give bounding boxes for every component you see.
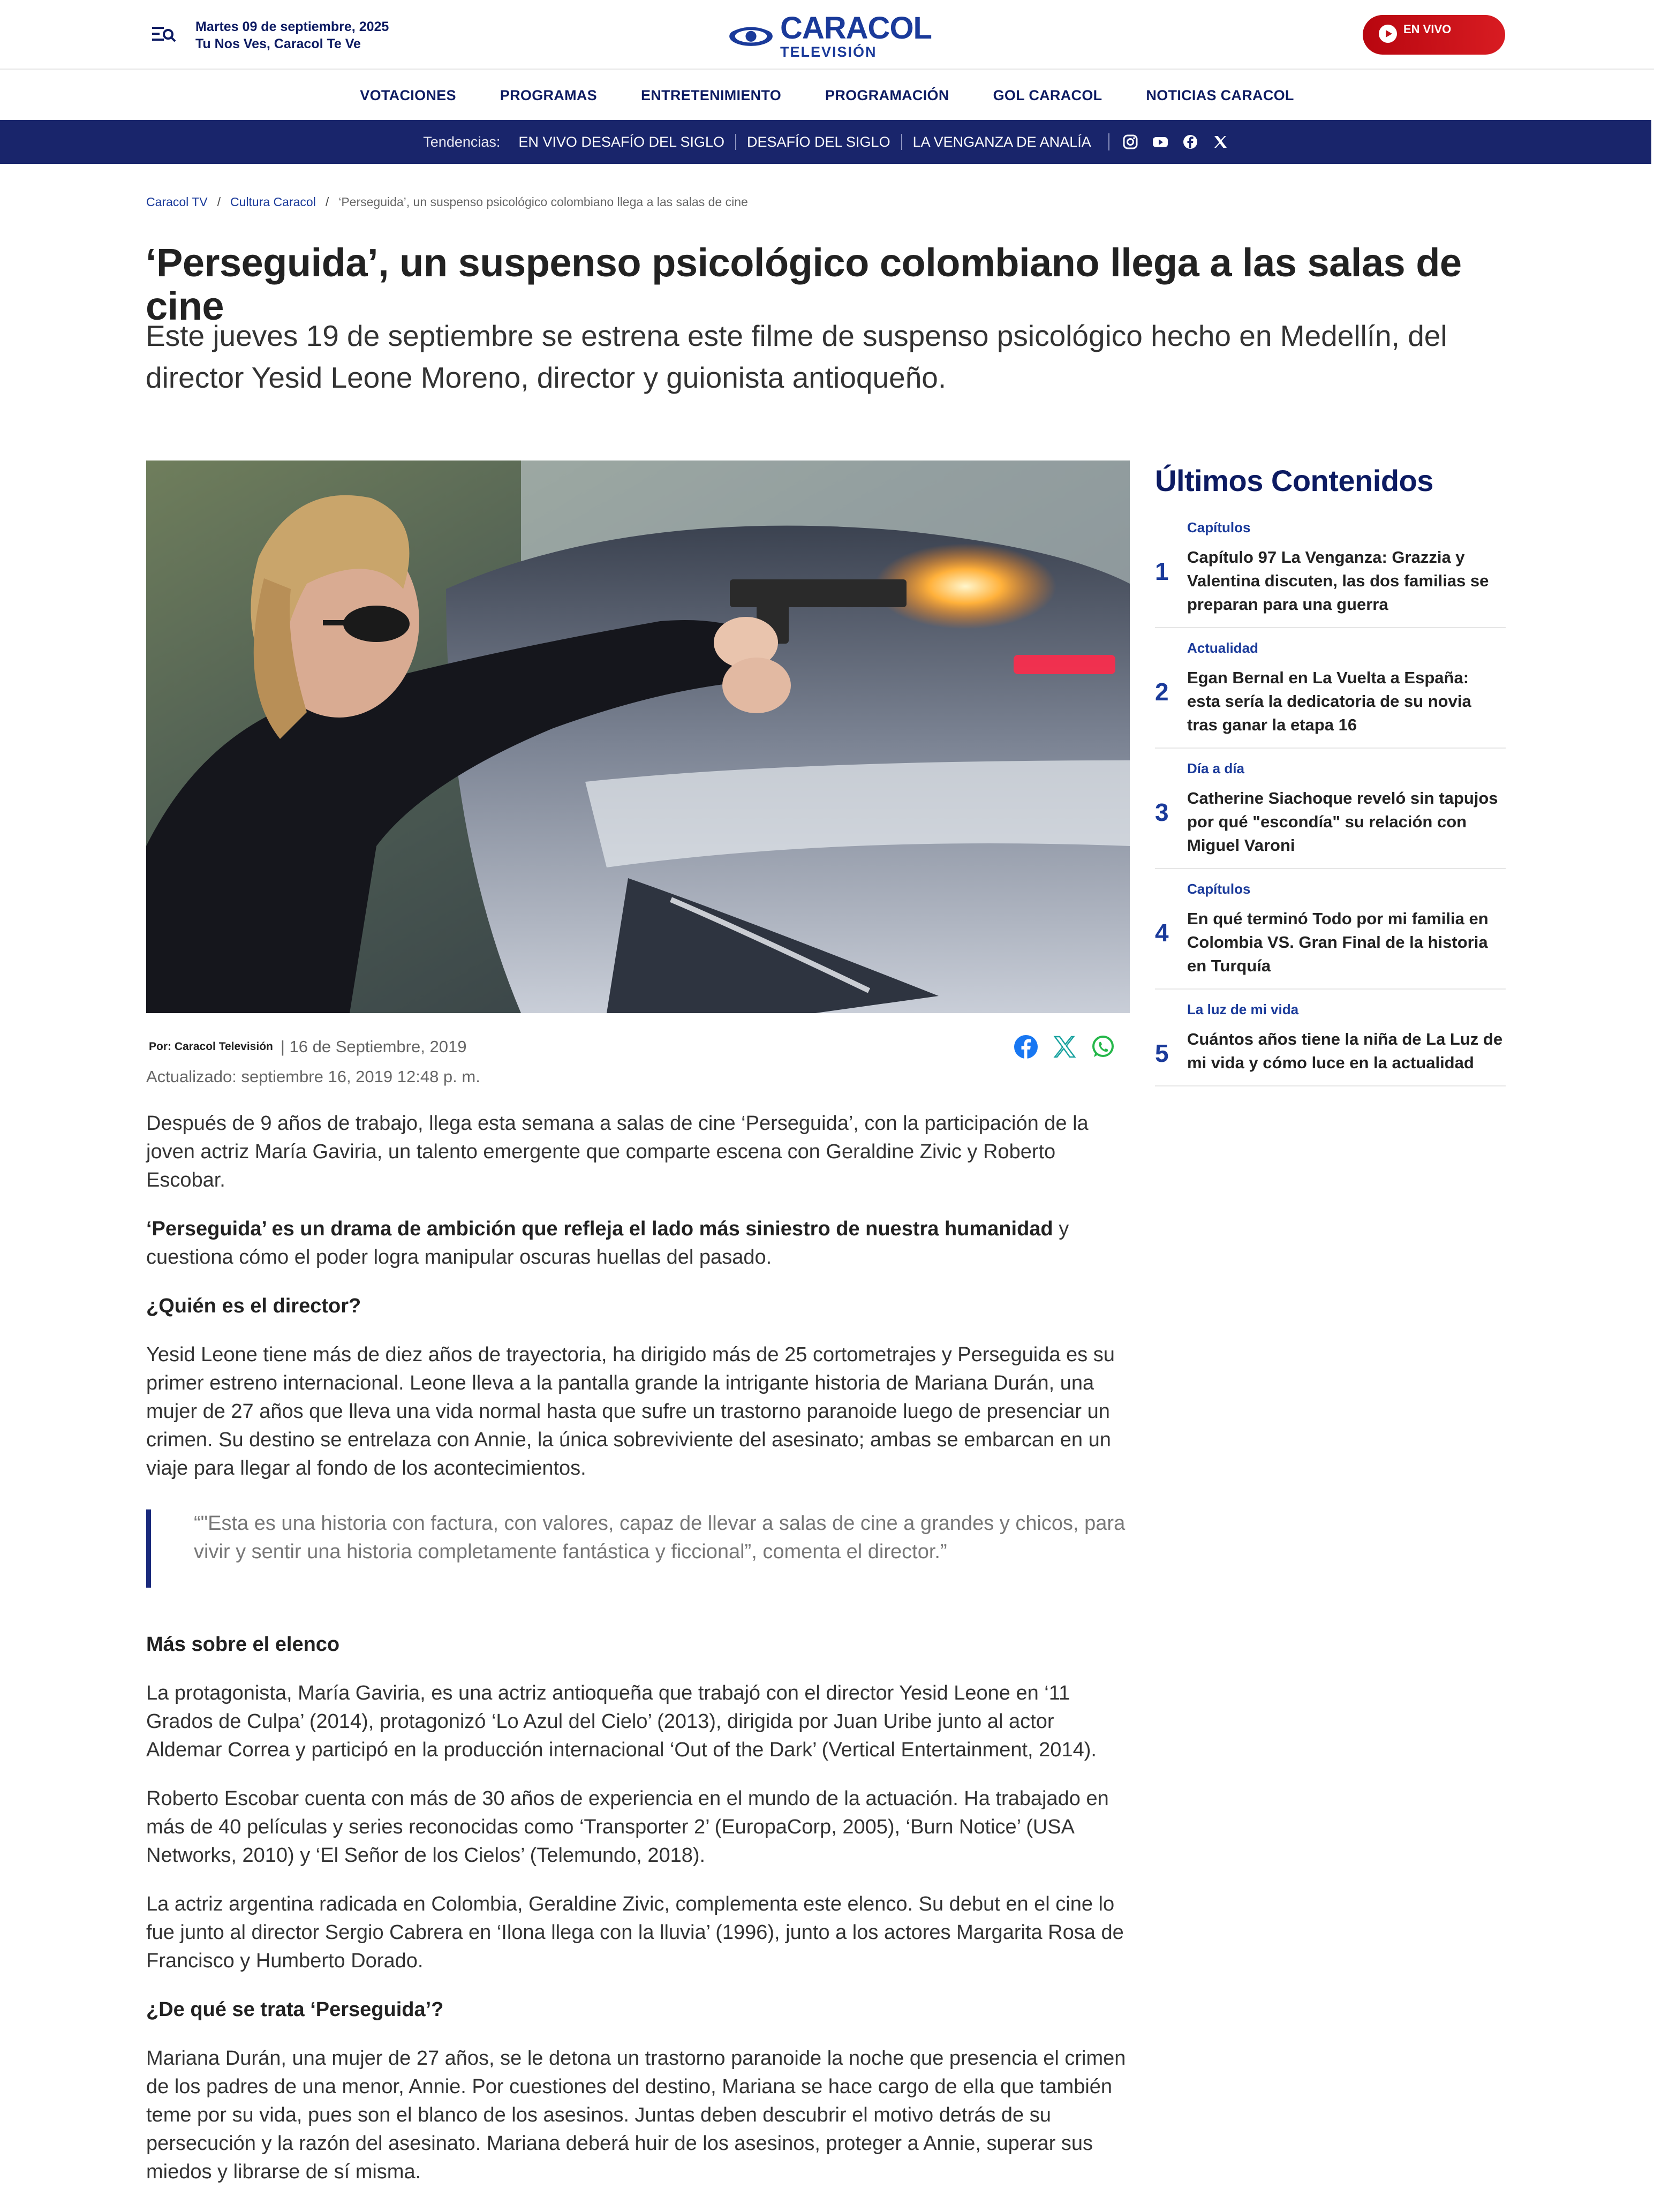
facebook-share-icon[interactable] <box>1014 1035 1038 1059</box>
breadcrumb <box>146 195 748 209</box>
article-lead: Este jueves 19 de septiembre se estrena este filme de suspenso psicológico hecho en Medellín, del director Yesid Leone Moreno, director y guionista antioqueño. <box>146 319 1447 394</box>
director-quote: “"Esta es una historia con factura, con valores, capaz de llevar a salas de cine a grandes y chicos, para vivir y sentir una historia completamente fantástica y ficcional”, comenta el director.” <box>146 1509 1126 1588</box>
article-paragraph: Después de 9 años de trabajo, llega esta semana a salas de cine ‘Perseguida’, con la participación de la joven actriz María Gaviria, un talento emergente que comparte escena con Geraldine Zivic y Roberto Escobar. <box>146 1112 1089 1191</box>
article-paragraph: Yesid Leone tiene más de diez años de trayectoria, ha dirigido más de 25 cortometrajes y Perseguida es su primer estreno internacional. Leone lleva a la pantalla grande la intrigante historia de Mariana Durán, una mujer de 27 años que lleva una vida normal hasta que sufre un trastorno paranoide luego de presenciar un crimen. Su destino se entrelaza con Annie, la única sobreviviente del asesinato; ambas se embarcan en un viaje para llegar al fondo de los acontecimientos. <box>146 1343 1115 1479</box>
facebook-icon[interactable] <box>1182 134 1198 150</box>
sidebar-item[interactable] <box>1155 640 1506 749</box>
top-header <box>0 0 1654 70</box>
article-paragraph: La actriz argentina radicada en Colombia, Geraldine Zivic, complementa este elenco. Su debut en el cine lo fue junto al director Sergio Cabrera en ‘Ilona llega con la lluvia’ (1996), junto a los actores Margarita Rosa de Francisco y Humberto Dorado. <box>146 1893 1124 1972</box>
play-icon <box>1379 25 1397 43</box>
nav-item-programas[interactable]: PROGRAMAS <box>500 87 597 103</box>
social-links <box>1108 133 1228 150</box>
breadcrumb-separator: / <box>217 195 221 209</box>
article-highlight: ‘Perseguida’ es un drama de ambición que refleja el lado más siniestro de nuestra humanidad <box>146 1218 1053 1240</box>
sidebar-item-number: 2 <box>1155 678 1169 706</box>
article-date: | 16 de Septiembre, 2019 <box>280 1037 467 1056</box>
main-nav <box>0 71 1654 120</box>
sidebar-item-category: La luz de mi vida <box>1187 1001 1299 1017</box>
live-label: EN VIVO <box>1403 22 1452 36</box>
breadcrumb-separator: / <box>325 195 329 209</box>
article-title: ‘Perseguida’, un suspenso psicológico colombiano llega a las salas de cine <box>146 240 1462 329</box>
breadcrumb-home[interactable]: Caracol TV <box>146 195 208 209</box>
article-paragraph <box>146 1215 1126 1272</box>
sidebar-item[interactable] <box>1155 760 1506 869</box>
section-heading-director: ¿Quién es el director? <box>146 1295 361 1317</box>
sidebar-item-title[interactable]: Catherine Siachoque reveló sin tapujos por qué "escondía" su relación con Miguel Varoni <box>1187 789 1498 855</box>
article-body <box>146 1109 1126 2207</box>
sidebar-item-category: Capítulos <box>1187 881 1251 897</box>
sidebar-item[interactable] <box>1155 881 1506 990</box>
sidebar-item-number: 5 <box>1155 1039 1169 1067</box>
trend-link[interactable]: LA VENGANZA DE ANALÍA <box>901 134 1102 150</box>
article-hero-image <box>146 460 1130 1013</box>
nav-item-entretenimiento[interactable]: ENTRETENIMIENTO <box>641 87 782 103</box>
youtube-icon[interactable] <box>1152 134 1168 150</box>
sidebar-item-number: 3 <box>1155 798 1169 826</box>
article-paragraph-rest: y cuestiona cómo el poder logra manipular oscuras huellas del pasado. <box>146 1218 1069 1269</box>
sidebar-item-number: 1 <box>1155 557 1169 585</box>
header-slogan: Tu Nos Ves, Caracol Te Ve <box>195 36 361 51</box>
article-paragraph: Mariana Durán, una mujer de 27 años, se le detona un trastorno paranoide la noche que presencia el crimen de los padres de una menor, Annie. Por cuestiones del destino, Mariana se hace cargo de ella que también teme por su vida, pues son el blanco de los asesinos. Juntas deben descubrir el motivo detrás de su persecución y la razón del asesinato. Mariana deberá huir de los asesinos, proteger a Annie, superar sus miedos y librarse de sí misma. <box>146 2047 1126 2183</box>
logo-title: CARACOL <box>780 11 932 46</box>
article-paragraph: La protagonista, María Gaviria, es una actriz antioqueña que trabajó con el director Yesid Leone en ‘11 Grados de Culpa’ (2014), protagonizó ‘Lo Azul del Cielo’ (2013), dirigida por Juan Uribe junto al actor Aldemar Correa y participó en la producción internacional ‘Out of the Dark’ (Vertical Entertainment, 2014). <box>146 1682 1097 1761</box>
sidebar-item-title[interactable]: Egan Bernal en La Vuelta a España: esta sería la dedicatoria de su novia tras ganar la etapa 16 <box>1187 668 1471 734</box>
share-buttons <box>1014 1035 1115 1059</box>
header-date: Martes 09 de septiembre, 2025 <box>195 19 389 34</box>
logo-text <box>780 13 932 59</box>
sidebar-item-number: 4 <box>1155 919 1169 947</box>
section-heading-trata: ¿De qué se trata ‘Perseguida’? <box>146 1998 444 2021</box>
menu-search-icon[interactable] <box>151 24 177 45</box>
logo-subtitle: TELEVISIÓN <box>780 44 877 60</box>
sidebar-item-category: Día a día <box>1187 760 1244 776</box>
x-icon[interactable] <box>1212 134 1228 150</box>
sidebar-item[interactable] <box>1155 519 1506 628</box>
nav-item-noticias-caracol[interactable]: NOTICIAS CARACOL <box>1146 87 1294 103</box>
sidebar-item[interactable] <box>1155 1001 1506 1086</box>
breadcrumb-current: ‘Perseguida’, un suspenso psicológico colombiano llega a las salas de cine <box>338 195 748 209</box>
trend-link[interactable]: EN VIVO DESAFÍO DEL SIGLO <box>518 134 724 150</box>
nav-item-programacion[interactable]: PROGRAMACIÓN <box>825 87 949 103</box>
nav-item-gol-caracol[interactable]: GOL CARACOL <box>993 87 1102 103</box>
x-share-icon[interactable] <box>1052 1035 1077 1059</box>
sidebar-title: Últimos Contenidos <box>1155 464 1433 497</box>
trend-link[interactable]: DESAFÍO DEL SIGLO <box>735 134 901 150</box>
breadcrumb-section[interactable]: Cultura Caracol <box>230 195 316 209</box>
whatsapp-share-icon[interactable] <box>1091 1035 1115 1059</box>
trends-bar <box>0 120 1651 164</box>
section-heading-elenco: Más sobre el elenco <box>146 1633 340 1656</box>
header-date-block <box>195 18 389 52</box>
latest-content-sidebar <box>1155 463 1506 1098</box>
nav-item-votaciones[interactable]: VOTACIONES <box>360 87 456 103</box>
article-paragraph: Roberto Escobar cuenta con más de 30 años de experiencia en el mundo de la actuación. Ha trabajado en más de 40 películas y series reconocidas como ‘Transporter 2’ (EuropaCorp, 2005), ‘Burn Notice’ (USA Networks, 2010) y ‘El Señor de los Cielos’ (Telemundo, 2018). <box>146 1787 1109 1867</box>
sidebar-item-category: Capítulos <box>1187 519 1251 535</box>
article-updated: Actualizado: septiembre 16, 2019 12:48 p. m. <box>146 1067 480 1086</box>
sidebar-item-category: Actualidad <box>1187 640 1258 656</box>
instagram-icon[interactable] <box>1122 134 1138 150</box>
trends-label: Tendencias: <box>423 133 501 150</box>
article-byline <box>149 1037 466 1056</box>
sidebar-item-title[interactable]: Cuántos años tiene la niña de La Luz de mi vida y cómo luce en la actualidad <box>1187 1030 1503 1072</box>
live-button[interactable] <box>1363 15 1505 55</box>
article-author: Por: Caracol Televisión <box>149 1040 273 1053</box>
caracol-eye-icon <box>728 11 774 62</box>
caracol-logo[interactable] <box>728 11 932 62</box>
sidebar-item-title[interactable]: Capítulo 97 La Venganza: Grazzia y Valentina discuten, las dos familias se preparan para una guerra <box>1187 548 1489 614</box>
sidebar-item-title[interactable]: En qué terminó Todo por mi familia en Colombia VS. Gran Final de la historia en Turquía <box>1187 909 1489 975</box>
